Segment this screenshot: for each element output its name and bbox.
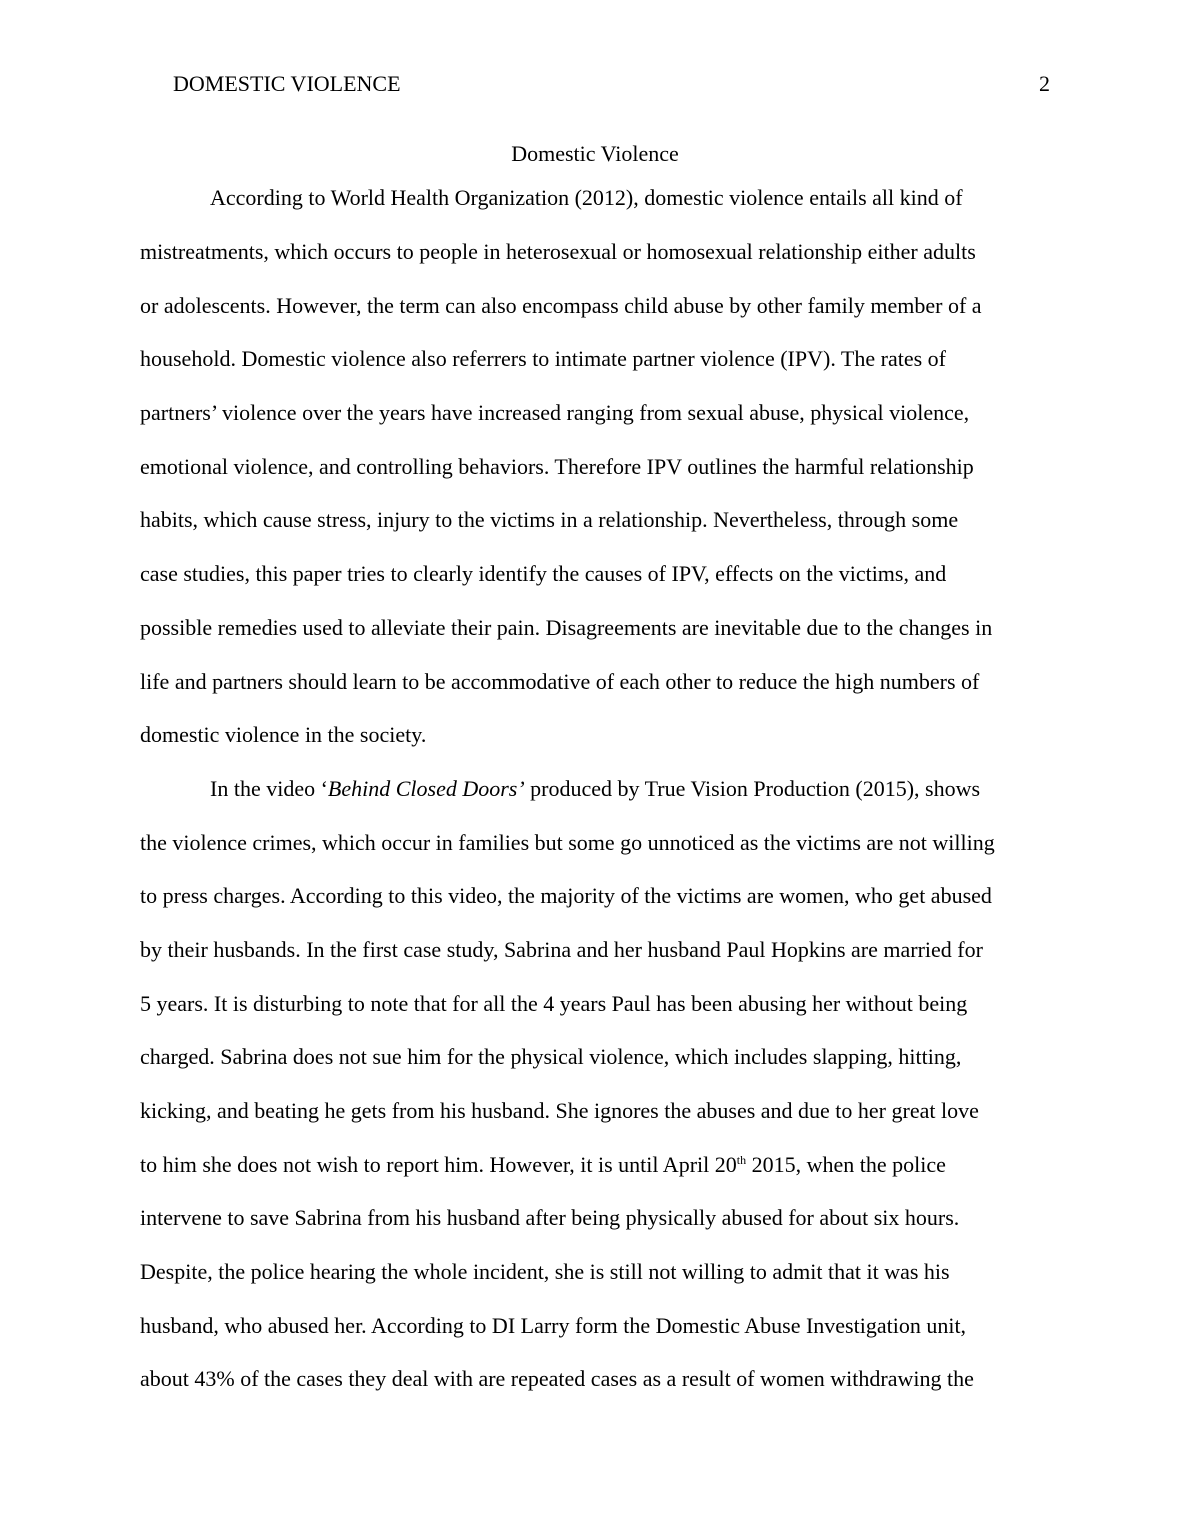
paragraph-line: kicking, and beating he gets from his husband. She ignores the abuses and due to her great love bbox=[140, 1098, 979, 1123]
paragraph-line: Despite, the police hearing the whole incident, she is still not willing to admit that it was his bbox=[140, 1259, 950, 1284]
paragraph-line: mistreatments, which occurs to people in heterosexual or homosexual relationship either adults bbox=[140, 239, 976, 264]
paragraph-line: the violence crimes, which occur in families but some go unnoticed as the victims are not willing bbox=[140, 830, 995, 855]
document-title: Domestic Violence bbox=[511, 141, 679, 166]
page-number: 2 bbox=[1039, 71, 1050, 96]
superscript: th bbox=[736, 1153, 747, 1167]
paragraph-line: According to World Health Organization (2012), domestic violence entails all kind of bbox=[210, 185, 963, 210]
paragraph-line: life and partners should learn to be accommodative of each other to reduce the high numbers of bbox=[140, 669, 980, 694]
paragraph-line: habits, which cause stress, injury to the victims in a relationship. Nevertheless, through some bbox=[140, 507, 959, 532]
paragraph-line: or adolescents. However, the term can also encompass child abuse by other family member of a bbox=[140, 293, 982, 318]
paragraph-line bbox=[210, 775, 980, 803]
paragraph-line bbox=[140, 1151, 946, 1179]
paragraph-line: possible remedies used to alleviate their pain. Disagreements are inevitable due to the changes in bbox=[140, 615, 993, 640]
paragraph-line: husband, who abused her. According to DI Larry form the Domestic Abuse Investigation unit, bbox=[140, 1313, 967, 1338]
text-run: In the video ‘ bbox=[210, 776, 328, 801]
paragraph-line: about 43% of the cases they deal with are repeated cases as a result of women withdrawing the bbox=[140, 1366, 974, 1391]
paragraph-line: domestic violence in the society. bbox=[140, 722, 427, 747]
paragraph-line: 5 years. It is disturbing to note that for all the 4 years Paul has been abusing her without being bbox=[140, 991, 968, 1016]
text-run: to him she does not wish to report him. However, it is until April 20 bbox=[140, 1152, 737, 1177]
paragraph-line: intervene to save Sabrina from his husband after being physically abused for about six hours. bbox=[140, 1205, 960, 1230]
text-run: 2015, when the police bbox=[746, 1152, 946, 1177]
text-run: produced by True Vision Production (2015), shows bbox=[524, 776, 981, 801]
paragraph-line: charged. Sabrina does not sue him for the physical violence, which includes slapping, hitting, bbox=[140, 1044, 962, 1069]
paragraph-line: partners’ violence over the years have increased ranging from sexual abuse, physical violence, bbox=[140, 400, 970, 425]
paragraph-line: by their husbands. In the first case study, Sabrina and her husband Paul Hopkins are married for bbox=[140, 937, 983, 962]
video-title: Behind Closed Doors’ bbox=[327, 776, 525, 801]
paragraph-line: to press charges. According to this video, the majority of the victims are women, who get abused bbox=[140, 883, 992, 908]
paragraph-line: emotional violence, and controlling behaviors. Therefore IPV outlines the harmful relationship bbox=[140, 454, 974, 479]
running-head: DOMESTIC VIOLENCE bbox=[173, 71, 401, 96]
paragraph-line: case studies, this paper tries to clearly identify the causes of IPV, effects on the victims, and bbox=[140, 561, 947, 586]
paragraph-line: household. Domestic violence also referrers to intimate partner violence (IPV). The rates of bbox=[140, 346, 946, 371]
